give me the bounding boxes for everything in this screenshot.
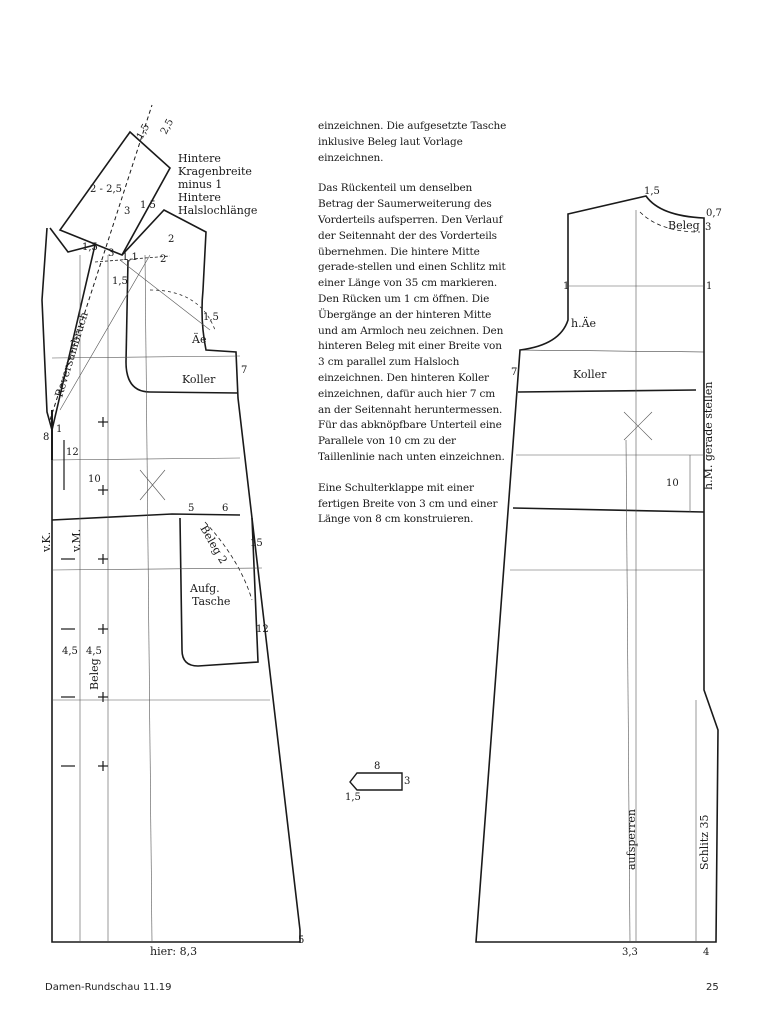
collar-note-4: Hintere <box>178 191 221 204</box>
back-measure-1-left: 1 <box>563 281 570 292</box>
back-measure-4: 4 <box>703 947 710 958</box>
measure-5: 5 <box>188 503 195 514</box>
measure-6: 6 <box>222 503 229 514</box>
back-label-hae: h.Äe <box>571 317 597 330</box>
measure-8: 8 <box>43 432 50 443</box>
measure-1-5-e: 1,5 <box>203 312 219 323</box>
measure-12b: 12 <box>256 624 269 635</box>
measure-12: 12 <box>66 447 79 458</box>
back-waist-seam <box>513 508 704 512</box>
back-measure-7: 7 <box>511 367 518 378</box>
measure-4-5-b: 4,5 <box>86 646 102 657</box>
instruction-text <box>318 119 508 543</box>
label-koller: Koller <box>182 373 216 386</box>
measure-1-5-d: 1,5 <box>112 276 128 287</box>
front-helper-lines <box>52 255 270 942</box>
label-tasche: Tasche <box>192 595 231 608</box>
back-measure-1-right: 1 <box>706 281 713 292</box>
measure-1: 1 <box>56 424 63 435</box>
footer-publication: Damen-Rundschau 11.19 <box>45 982 172 993</box>
front-lapel-outline <box>42 228 95 430</box>
collar-note-2: Kragenbreite <box>178 165 252 178</box>
front-pattern-piece <box>42 105 300 942</box>
back-label-aufsperren: aufsperren <box>625 808 638 870</box>
shoulder-tab-outline <box>350 773 402 790</box>
measure-5b: 5 <box>298 935 305 946</box>
instruction-paragraph-1: einzeichnen. Die aufgesetzte Tasche inklusive Beleg laut Vorlage einzeichnen. <box>318 120 507 164</box>
back-yoke-top <box>520 350 704 352</box>
instruction-paragraph-2: Das Rückenteil um denselben Betrag der Saumerweiterung des Vorderteils aufsperren. Den Verlauf der Seitennaht der des Vorderteils übernehmen. Die hintere Mitte gerade-stellen und einen Schlitz mit einer Länge von 35 cm markieren. Den Rücken um 1 cm öffnen. Die Übergänge an der hinteren Mitte und am Armloch neu zeichnen. Den hinteren Beleg mit einer Breite von 3 cm parallel zum Halsloch einzeichnen. Den hinteren Koller einzeichnen, dafür auch hier 7 cm an der Seitennaht heruntermessen. Für das abknöpfbare Unterteil eine Parallele von 10 cm zu der Taillenlinie nach unten einzeichnen. <box>318 182 506 463</box>
collar-note-5: Halslochlänge <box>178 204 258 217</box>
back-label-koller: Koller <box>573 368 607 381</box>
label-vm: v.M. <box>70 528 83 552</box>
back-main-outline <box>476 196 718 942</box>
measure-1-5-b: 1,5 <box>140 200 156 211</box>
back-measure-0-7: 0,7 <box>706 208 722 219</box>
measure-7: 7 <box>241 365 248 376</box>
tab-tip: 1,5 <box>345 792 361 803</box>
measure-3b: 3 <box>108 248 115 259</box>
measure-1-5-a: 1,5 <box>134 122 153 142</box>
collar-note-1: Hintere <box>178 152 221 165</box>
back-measure-3: 3 <box>705 222 712 233</box>
measure-2b: 2 <box>160 254 167 265</box>
back-yoke-line <box>518 390 696 392</box>
label-ae: Äe <box>192 333 207 346</box>
back-measure-10: 10 <box>666 478 679 489</box>
back-measure-3-3: 3,3 <box>622 947 638 958</box>
measure-10: 10 <box>88 474 101 485</box>
label-aufg: Aufg. <box>190 582 220 595</box>
label-hier: hier: 8,3 <box>150 945 198 958</box>
instruction-paragraph-3: Eine Schulterklappe mit einer fertigen Breite von 3 cm und einer Länge von 8 cm konstruieren. <box>318 481 498 526</box>
measure-4-5-a: 4,5 <box>62 646 78 657</box>
front-armhole-curve <box>150 290 215 330</box>
label-beleg-2: Beleg 2 <box>197 523 230 567</box>
label-revers: Reversumbruch <box>52 310 91 399</box>
front-main-outline <box>52 210 300 942</box>
back-labels <box>511 186 722 958</box>
back-pattern-piece <box>476 196 718 942</box>
measure-1-1: 1,1 <box>122 252 138 263</box>
tab-length: 8 <box>374 761 381 772</box>
back-label-beleg: Beleg <box>668 219 700 232</box>
tab-width: 3 <box>404 776 411 787</box>
label-vk: v.K. <box>40 531 53 552</box>
measure-3: 3 <box>124 206 131 217</box>
front-labels <box>40 117 304 958</box>
back-helper-lines <box>510 210 704 942</box>
shoulder-tab-piece <box>350 773 402 790</box>
back-measure-1-5: 1,5 <box>644 186 660 197</box>
back-label-hm-gerade: h.M. gerade stellen <box>702 381 715 490</box>
measure-15: 15 <box>250 538 263 549</box>
footer-page-number: 25 <box>706 982 719 993</box>
collar-note-3: minus 1 <box>178 178 223 191</box>
back-label-schlitz: Schlitz 35 <box>698 814 711 870</box>
measure-2-5: 2,5 <box>158 117 177 137</box>
label-beleg: Beleg <box>88 658 101 690</box>
measure-2: 2 <box>168 234 175 245</box>
measure-1-5-c: 1,5 <box>82 242 98 253</box>
measure-2-2-5: 2 - 2,5 <box>90 184 123 195</box>
